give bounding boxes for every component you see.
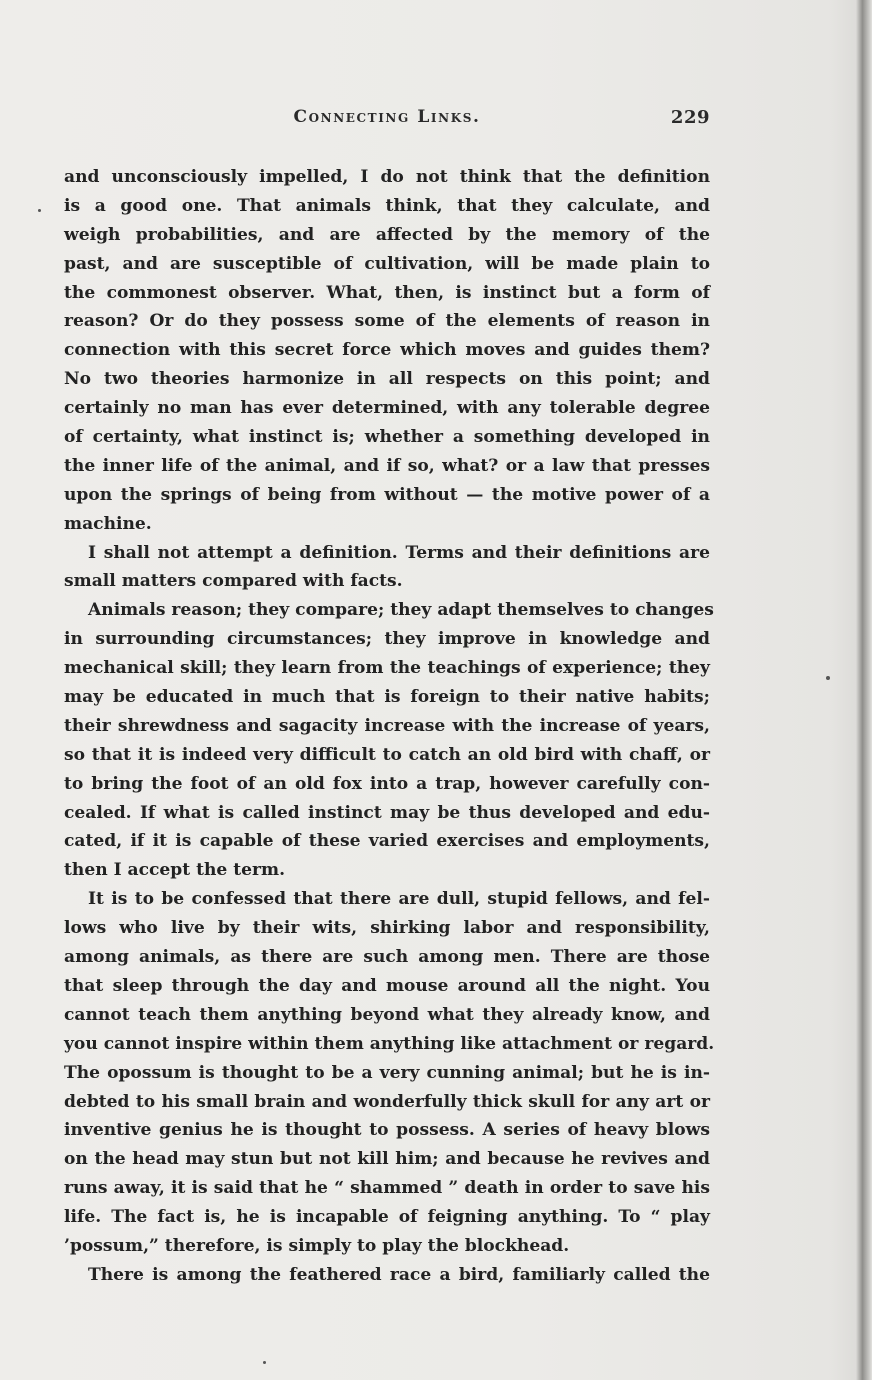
text-line: among animals, as there are such among men. There are those [64,947,710,968]
page-number: 229 [670,107,710,128]
text-line: ’possum,” therefore, is simply to play the blockhead. [64,1235,570,1256]
running-title: Connecting Links. [293,107,481,127]
text-line: cealed. If what is called instinct may be thus developed and edu- [64,802,710,823]
text-line: machine. [64,513,152,534]
text-line: I shall not attempt a definition. Terms and their definitions are [88,542,710,563]
text-line: It is to be confessed that there are dull, stupid fellows, and fel- [88,889,710,910]
text-line: of certainty, what instinct is; whether a something developed in [64,427,710,448]
text-line: and unconsciously impelled, I do not think that the definition [64,167,710,187]
text-line: may be educated in much that is foreign to their native habits; [64,687,710,708]
text-line: in surrounding circumstances; they improve in knowledge and [64,629,710,650]
text-line: cannot teach them anything beyond what they already know, and [64,1004,710,1025]
running-head [64,107,710,137]
page-edge-shadow [856,0,872,1380]
text-line: the inner life of the animal, and if so, what? or a law that presses [64,455,710,476]
text-line: that sleep through the day and mouse around all the night. You [64,975,710,996]
text-line: There is among the feathered race a bird, familiarly called the [88,1264,710,1285]
text-line: reason? Or do they possess some of the elements of reason in [64,311,710,332]
text-line: Animals reason; they compare; they adapt themselves to changes [88,600,714,621]
text-line: upon the springs of being from without — the motive power of a [64,484,710,505]
text-line: small matters compared with facts. [64,571,403,592]
text-line: No two theories harmonize in all respects on this point; and [64,369,710,390]
text-line: inventive genius he is thought to possess. A series of heavy blows [64,1120,710,1141]
text-line: life. The fact is, he is incapable of feigning anything. To “ play [64,1207,710,1228]
text-line: connection with this secret force which moves and guides them? [64,340,710,361]
text-line: then I accept the term. [64,860,286,881]
text-line: the commonest observer. What, then, is instinct but a form of [64,282,710,303]
paper-speck [38,209,41,212]
paper-speck [263,1361,266,1364]
body-text [64,163,715,1290]
text-line: certainly no man has ever determined, with any tolerable degree [64,398,710,419]
text-line: past, and are susceptible of cultivation, will be made plain to [64,253,710,274]
text-line: you cannot inspire within them anything like attachment or regard. [64,1033,715,1054]
text-line: mechanical skill; they learn from the teachings of experience; they [64,658,710,679]
text-line: debted to his small brain and wonderfully thick skull for any art or [64,1091,710,1112]
text-line: their shrewdness and sagacity increase with the increase of years, [64,715,710,736]
text-line: runs away, it is said that he “ shammed ” death in order to save his [64,1178,710,1199]
text-line: is a good one. That animals think, that they calculate, and [64,195,710,216]
text-line: so that it is indeed very difficult to catch an old bird with chaff, or [64,744,710,765]
text-line: on the head may stun but not kill him; and because he revives and [64,1149,710,1170]
text-line: cated, if it is capable of these varied exercises and employments, [64,831,710,852]
text-line: lows who live by their wits, shirking labor and responsibility, [64,918,710,939]
paper-speck [826,676,830,680]
text-line: to bring the foot of an old fox into a trap, however carefully con- [64,773,710,794]
text-line: The opossum is thought to be a very cunning animal; but he is in- [64,1062,710,1083]
text-line: weigh probabilities, and are affected by the memory of the [64,224,710,245]
